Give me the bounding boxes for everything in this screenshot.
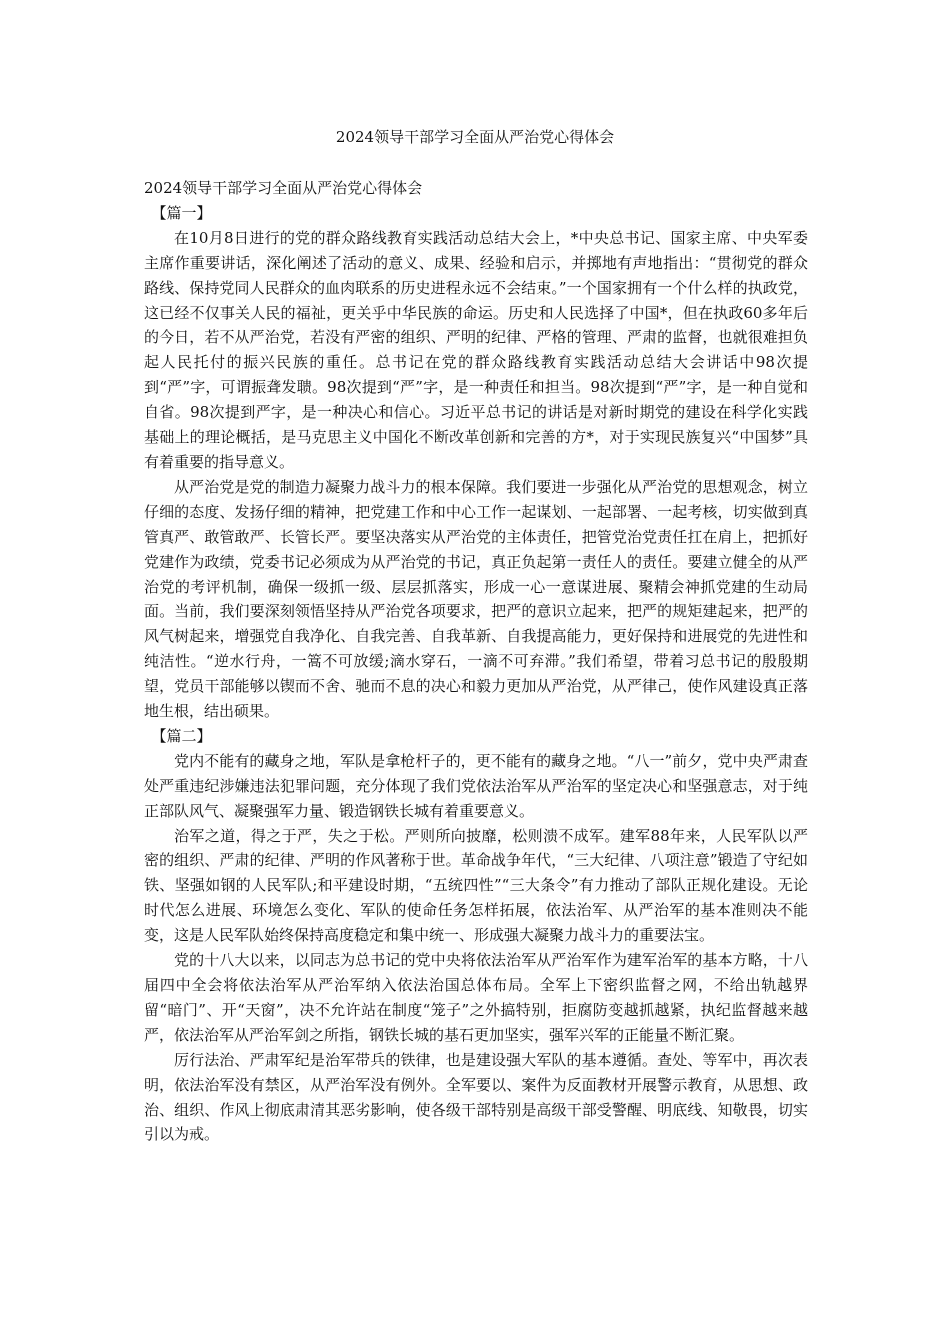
page-title: 2024领导干部学习全面从严治党心得体会 xyxy=(335,128,615,146)
paragraph: 党的十八大以来，以同志为总书记的党中央将依法治军从严治军作为建军治军的基本方略，十八届四中全会将依法治军从严治军纳入依法治国总体布局。全军上下密织监督之网，不给出轨越界留“暗门”、开“天窗”，决不允许站在制度“笼子”之外搞特别，拒腐防变越抓越紧，执纪监督越来越严，依法治军从严治军剑之所指，钢铁长城的基石更加坚实，强军兴军的正能量不断汇聚。 xyxy=(144,951,808,1044)
document-subtitle: 2024领导干部学习全面从严治党心得体会 xyxy=(144,179,423,197)
paragraph: 治军之道，得之于严，失之于松。严则所向披靡，松则溃不成军。建军88年来，人民军队以严密的组织、严肃的纪律、严明的作风著称于世。革命战争年代，“三大纪律、八项注意”锻造了守纪如铁、坚强如钢的人民军队;和平建设时期，“五统四性”“三大条令”有力推动了部队正规化建设。无论时代怎么进展、环境怎么变化、军队的使命任务怎样拓展，依法治军、从严治军的基本准则决不能变，这是人民军队始终保持高度稳定和集中统一、形成强大凝聚力战斗力的重要法宝。 xyxy=(144,826,808,945)
section-label-2: 【篇二】 xyxy=(151,726,212,745)
document-body xyxy=(144,176,808,1147)
paragraph: 厉行法治、严肃军纪是治军带兵的铁律，也是建设强大军队的基本遵循。查处、等军中，再次表明，依法治军没有禁区，从严治军没有例外。全军要以、案件为反面教材开展警示教育，从思想、政治、组织、作风上彻底肃清其恶劣影响，使各级干部特别是高级干部受警醒、明底线、知敬畏，切实引以为戒。 xyxy=(144,1050,808,1144)
paragraph: 从严治党是党的制造力凝聚力战斗力的根本保障。我们要进一步强化从严治党的思想观念，树立仔细的态度、发扬仔细的精神，把党建工作和中心工作一起谋划、一起部署、一起考核，切实做到真管真严、敢管敢严、长管长严。要坚决落实从严治党的主体责任，把管党治党责任扛在肩上，把抓好党建作为政绩，党委书记必须成为从严治党的书记，真正负起第一责任人的责任。要建立健全的从严治党的考评机制，确保一级抓一级、层层抓落实，形成一心一意谋进展、聚精会神抓党建的生动局面。当前，我们要深刻领悟坚持从严治党各项要求，把严的意识立起来，把严的规矩建起来，把严的风气树起来，增强党自我净化、自我完善、自我革新、自我提高能力，更好保持和进展党的先进性和纯洁性。“逆水行舟，一篙不可放缓;滴水穿石，一滴不可弃滞。”我们希望，带着习总书记的殷殷期望，党员干部能够以锲而不舍、驰而不息的决心和毅力更加从严治党，从严律己，使作风建设真正落地生根，结出硕果。 xyxy=(144,477,808,721)
section-label-1: 【篇一】 xyxy=(151,203,212,222)
paragraph: 党内不能有的藏身之地，军队是拿枪杆子的，更不能有的藏身之地。“八一”前夕，党中央严肃查处严重违纪涉嫌违法犯罪问题，充分体现了我们党依法治军从严治军的坚定决心和坚强意志，对于纯正部队风气、凝聚强军力量、锻造钢铁长城有着重要意义。 xyxy=(144,751,808,820)
paragraph: 在10月8日进行的党的群众路线教育实践活动总结大会上，*中央总书记、国家主席、中央军委主席作重要讲话，深化阐述了活动的意义、成果、经验和启示，并掷地有声地指出：“贯彻党的群众路线、保持党同人民群众的血肉联系的历史进程永远不会结束。”一个国家拥有一个什么样的执政党，这已经不仅事关人民的福祉，更关乎中华民族的命运。历史和人民选择了中国*，但在执政60多年后的今日，若不从严治党，若没有严密的组织、严明的纪律、严格的管理、严肃的监督，也就很难担负起人民托付的振兴民族的重任。总书记在党的群众路线教育实践活动总结大会讲话中98次提到“严”字，可谓振聋发聩。98次提到“严”字，是一种责任和担当。98次提到“严”字，是一种自觉和自省。98次提到严字，是一种决心和信心。习近平总书记的讲话是对新时期党的建设在科学化实践基础上的理论概括，是马克思主义中国化不断改革创新和完善的方*，对于实现民族复兴“中国梦”具有着重要的指导意义。 xyxy=(144,228,808,471)
